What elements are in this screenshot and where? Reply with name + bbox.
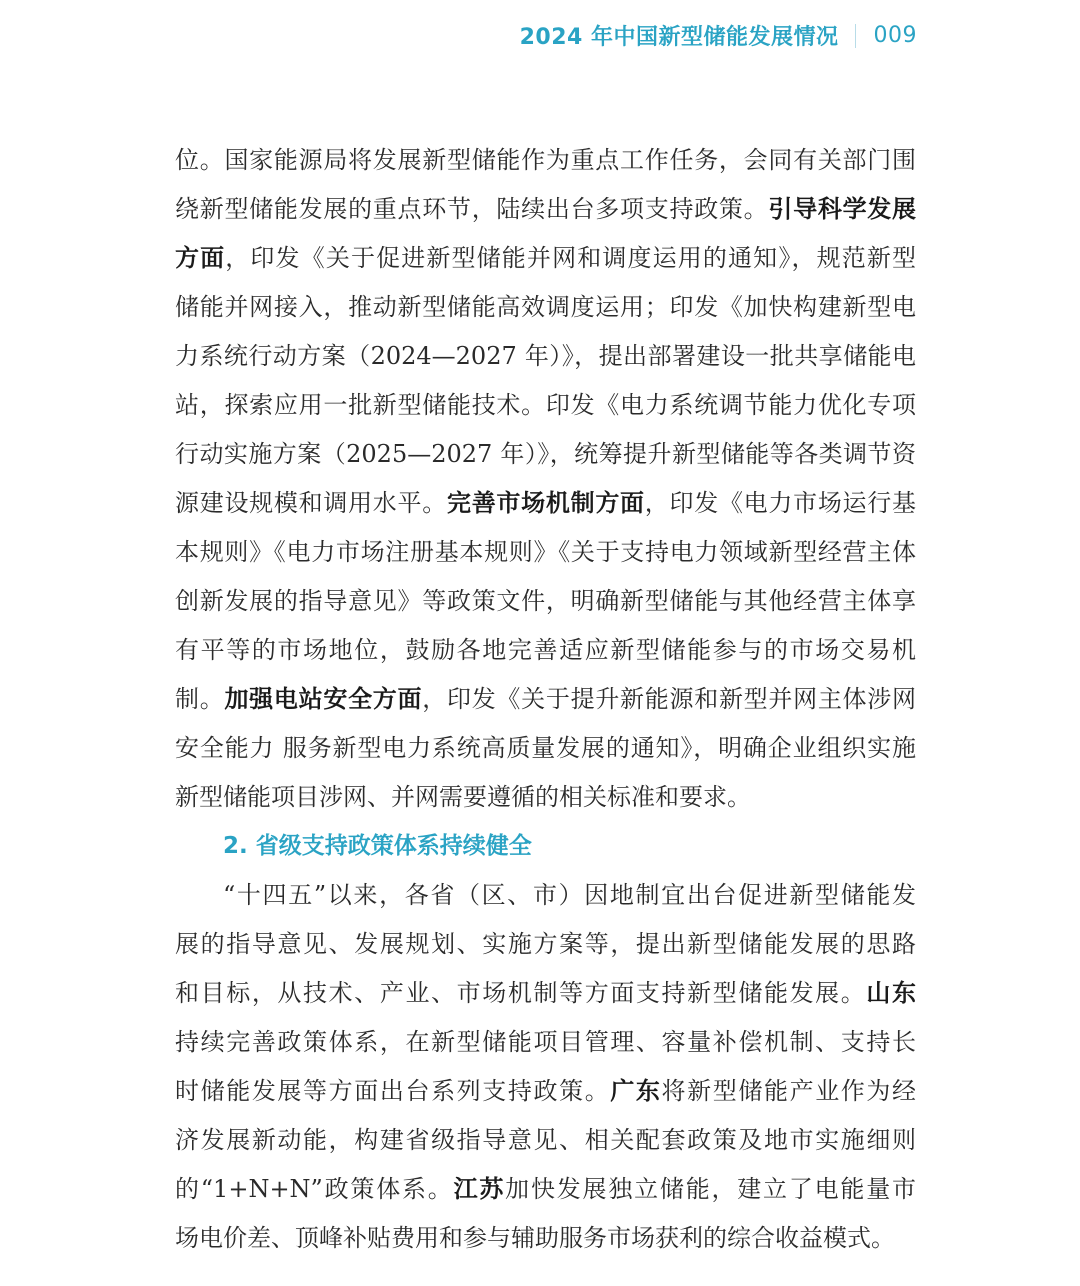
text-segment: 力系统行动方案（2024—2027 年）》，提出部署建设一批共享储能电 [175, 342, 916, 370]
text-segment: 济发展新动能，构建省级指导意见、相关配套政策及地市实施细则 [175, 1126, 916, 1154]
header-title: 2024 年中国新型储能发展情况 [519, 25, 839, 50]
text-line [175, 1165, 916, 1214]
text-segment: 将新型储能产业作为经 [661, 1077, 917, 1105]
text-line [175, 430, 916, 479]
text-segment: ，印发《关于促进新型储能并网和调度运用的通知》，规范新型 [225, 244, 917, 272]
text-segment: 和目标，从技术、产业、市场机制等方面支持新型储能发展。 [175, 979, 867, 1007]
bold-phrase: 加强电站安全方面 [224, 685, 423, 713]
paragraph-national-policy [175, 136, 916, 822]
text-line [175, 1018, 916, 1067]
text-line [175, 332, 916, 381]
text-line [175, 1067, 916, 1116]
text-line [175, 185, 916, 234]
text-line [175, 675, 916, 724]
bold-phrase: 引导科学发展 [768, 195, 917, 223]
text-segment: 行动实施方案（2025—2027 年）》，统筹提升新型储能等各类调节资 [175, 440, 916, 468]
page-number: 009 [873, 23, 917, 48]
text-line [175, 1214, 916, 1263]
bold-phrase: 完善市场机制方面 [446, 489, 645, 517]
text-segment: ，印发《电力市场运行基 [644, 489, 917, 517]
bold-phrase: 方面 [175, 244, 226, 272]
text-segment: 有平等的市场地位，鼓励各地完善适应新型储能参与的市场交易机 [175, 636, 916, 664]
text-line [175, 871, 916, 920]
text-line [175, 969, 916, 1018]
text-segment: 时储能发展等方面出台系列支持政策。 [175, 1077, 611, 1105]
paragraph-provincial-policy [175, 871, 916, 1263]
text-segment: 场电价差、顶峰补贴费用和参与辅助服务市场获利的综合收益模式。 [175, 1224, 895, 1252]
text-segment: 创新发展的指导意见》等政策文件，明确新型储能与其他经营主体享 [175, 587, 916, 615]
text-line [175, 381, 916, 430]
text-line [175, 283, 916, 332]
text-segment: 安全能力 服务新型电力系统高质量发展的通知》，明确企业组织实施 [175, 734, 916, 762]
text-line [175, 773, 916, 822]
body-text [175, 136, 916, 1263]
text-line [175, 479, 916, 528]
text-segment: 位。国家能源局将发展新型储能作为重点工作任务，会同有关部门围 [175, 146, 916, 174]
text-segment: 制。 [175, 685, 225, 713]
text-line [175, 234, 916, 283]
text-segment: 本规则》《电力市场注册基本规则》《关于支持电力领域新型经营主体 [175, 538, 916, 566]
text-line [175, 1116, 916, 1165]
bold-phrase: 山东 [866, 979, 916, 1007]
text-line [175, 136, 916, 185]
text-segment: ，印发《关于提升新能源和新型并网主体涉网 [422, 685, 917, 713]
text-segment: 绕新型储能发展的重点环节，陆续出台多项支持政策。 [175, 195, 769, 223]
text-line [175, 626, 916, 675]
text-line [175, 528, 916, 577]
text-segment: “十四五”以来，各省（区、市）因地制宜出台促进新型储能发 [223, 881, 916, 909]
text-segment: 展的指导意见、发展规划、实施方案等，提出新型储能发展的思路 [175, 930, 916, 958]
text-segment: 的“1+N+N”政策体系。 [175, 1175, 454, 1203]
text-segment: 源建设规模和调用水平。 [175, 489, 447, 517]
text-segment: 持续完善政策体系，在新型储能项目管理、容量补偿机制、支持长 [175, 1028, 916, 1056]
bold-phrase: 江苏 [453, 1175, 506, 1203]
section-heading-provincial-policy: 2. 省级支持政策体系持续健全 [223, 833, 532, 859]
text-segment: 站，探索应用一批新型储能技术。印发《电力系统调节能力优化专项 [175, 391, 916, 419]
text-segment: 新型储能项目涉网、并网需要遵循的相关标准和要求。 [175, 783, 751, 811]
bold-phrase: 广东 [610, 1077, 662, 1105]
text-line [175, 920, 916, 969]
running-header [520, 20, 917, 51]
header-divider [855, 24, 856, 48]
text-segment: 加快发展独立储能，建立了电能量市 [505, 1175, 917, 1203]
text-line [175, 724, 916, 773]
text-segment: 储能并网接入，推动新型储能高效调度运用；印发《加快构建新型电 [175, 293, 916, 321]
text-line [175, 577, 916, 626]
